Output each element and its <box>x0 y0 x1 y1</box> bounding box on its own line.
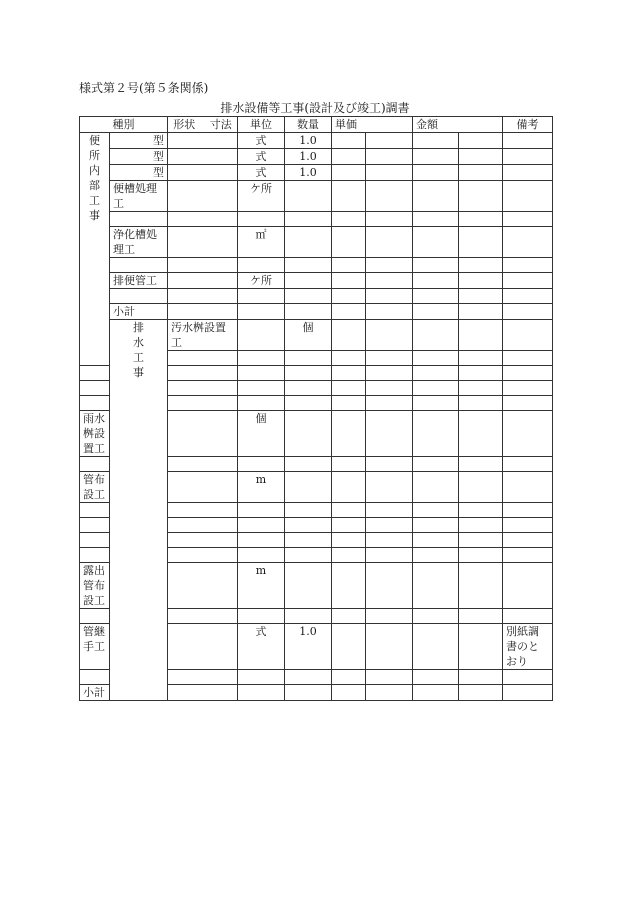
table-row <box>80 273 553 289</box>
header-row <box>80 117 553 133</box>
item-name: 便槽処理工 <box>110 181 168 212</box>
item-qty: 1.0 <box>285 165 332 181</box>
header-unit: 単位 <box>238 117 285 133</box>
table-row <box>80 212 553 227</box>
header-kind: 種別 <box>80 117 168 133</box>
item-unit: 式 <box>238 624 285 670</box>
document-title: 排水設備等工事(設計及び竣工)調書 <box>220 101 410 115</box>
item-unit: m <box>238 563 285 609</box>
subtotal-row <box>80 304 553 320</box>
item-name: 露出管布設工 <box>80 563 110 609</box>
item-remarks: 別紙調書のとおり <box>503 624 553 670</box>
item-unit: 個 <box>285 320 332 351</box>
item-name: 管継手工 <box>80 624 110 670</box>
table-row <box>80 320 553 351</box>
table-row <box>80 165 553 181</box>
item-unit: ケ所 <box>238 273 285 289</box>
section-label-drainage: 排 水 工 事 <box>110 320 168 701</box>
item-unit: 式 <box>238 165 285 181</box>
form-label: 様式第２号(第５条関係) <box>79 81 209 95</box>
item-name: 雨水桝設置工 <box>80 411 110 457</box>
item-name: 型 <box>110 149 168 165</box>
item-unit: ケ所 <box>238 181 285 212</box>
item-qty: 1.0 <box>285 133 332 149</box>
item-unit: 個 <box>238 411 285 457</box>
item-name: 汚水桝設置工 <box>168 320 238 351</box>
table-row <box>80 149 553 165</box>
section-label-toilet: 便 所 内 部 工 事 <box>80 133 110 366</box>
table-row <box>80 133 553 149</box>
item-name: 浄化槽処理工 <box>110 227 168 258</box>
item-name: 排便管工 <box>110 273 168 289</box>
item-unit: ㎡ <box>238 227 285 258</box>
table-row <box>80 227 553 258</box>
item-unit: 式 <box>238 149 285 165</box>
work-table <box>79 116 553 701</box>
subtotal-label: 小計 <box>110 304 168 320</box>
item-qty: 1.0 <box>285 624 332 670</box>
item-name: 型 <box>110 133 168 149</box>
table-row <box>80 181 553 212</box>
table-row <box>80 289 553 304</box>
header-remarks: 備考 <box>503 117 553 133</box>
item-name: 管布設工 <box>80 472 110 503</box>
header-unit-price: 単価 <box>332 117 413 133</box>
item-name: 型 <box>110 165 168 181</box>
header-amount: 金額 <box>413 117 503 133</box>
subtotal-label: 小計 <box>80 685 110 701</box>
table-row <box>80 258 553 273</box>
header-shape: 形状 寸法 <box>168 117 238 133</box>
header-qty: 数量 <box>285 117 332 133</box>
item-qty: 1.0 <box>285 149 332 165</box>
item-unit: m <box>238 472 285 503</box>
item-unit: 式 <box>238 133 285 149</box>
